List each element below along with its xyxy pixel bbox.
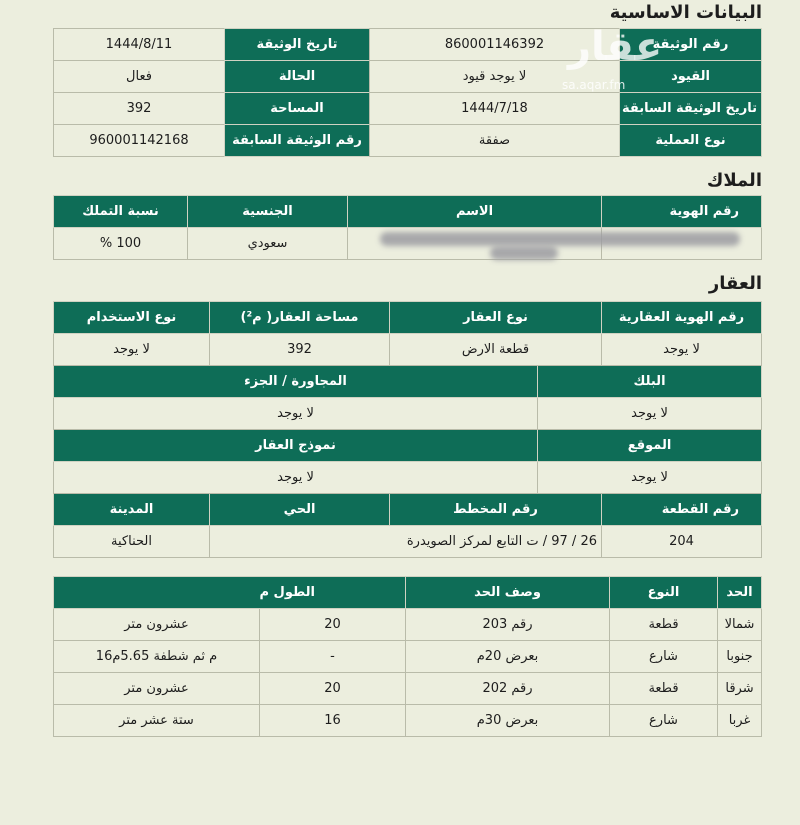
border-length-text: عشرون متر (54, 609, 260, 641)
property-area-value: 392 (210, 334, 390, 366)
district-header: الحي (210, 494, 390, 526)
plan-number-header: رقم المخطط (390, 494, 602, 526)
property-title: العقار (708, 273, 762, 294)
border-length-number: 16 (260, 705, 406, 737)
block-header: البلك (538, 366, 762, 398)
owners-title: الملاك (706, 170, 762, 191)
border-description: بعرض 20م (406, 641, 610, 673)
borders-table (53, 576, 762, 737)
border-type-header: النوع (610, 577, 718, 609)
table-row (54, 609, 762, 641)
prev-doc-date-value: 1444/7/18 (370, 93, 620, 125)
prev-doc-number-label: رقم الوثيقة السابقة (225, 125, 370, 157)
area-label: المساحة (225, 93, 370, 125)
table-row (54, 29, 762, 61)
restrictions-label: القيود (620, 61, 762, 93)
border-type: شارع (610, 705, 718, 737)
border-length-text: عشرون متر (54, 673, 260, 705)
location-value: لا يوجد (538, 462, 762, 494)
owners-table (53, 195, 762, 260)
neighborhood-part-value: لا يوجد (54, 398, 538, 430)
basic-data-table (53, 28, 762, 157)
table-row (54, 366, 762, 398)
property-id-header: رقم الهوية العقارية (602, 302, 762, 334)
border-description-header: وصف الحد (406, 577, 610, 609)
table-row (54, 494, 762, 526)
neighborhood-part-header: المجاورة / الجزء (54, 366, 538, 398)
aqar-url-text: sa.aqar.fm (562, 78, 626, 92)
doc-date-label: تاريخ الوثيقة (225, 29, 370, 61)
border-direction: شمالا (718, 609, 762, 641)
basic-data-title: البيانات الاساسية (609, 2, 762, 23)
property-table (53, 301, 762, 558)
property-id-value: لا يوجد (602, 334, 762, 366)
table-row (54, 398, 762, 430)
block-value: لا يوجد (538, 398, 762, 430)
nationality-header: الجنسية (188, 196, 348, 228)
owner-id-header: رقم الهوية (602, 196, 762, 228)
table-row (54, 196, 762, 228)
nationality-value: سعودي (188, 228, 348, 260)
border-direction-header: الحد (718, 577, 762, 609)
table-row (54, 462, 762, 494)
table-row (54, 302, 762, 334)
border-length-number: 20 (260, 609, 406, 641)
table-row (54, 61, 762, 93)
table-row (54, 641, 762, 673)
property-area-header: مساحة العقار( م²) (210, 302, 390, 334)
border-length-number: - (260, 641, 406, 673)
plan-number-value: 26 / 97 / ت التابع لمركز الصويدرة (210, 526, 602, 558)
border-length-header: الطول م (54, 577, 406, 609)
city-value: الحناكية (54, 526, 210, 558)
border-description: رقم 202 (406, 673, 610, 705)
parcel-number-header: رقم القطعة (602, 494, 762, 526)
operation-type-label: نوع العملية (620, 125, 762, 157)
border-type: قطعة (610, 609, 718, 641)
owner-name-header: الاسم (348, 196, 602, 228)
usage-type-value: لا يوجد (54, 334, 210, 366)
redacted-owner-blur (380, 232, 740, 246)
city-header: المدينة (54, 494, 210, 526)
area-value: 392 (54, 93, 225, 125)
usage-type-header: نوع الاستخدام (54, 302, 210, 334)
table-row (54, 526, 762, 558)
parcel-number-value: 204 (602, 526, 762, 558)
property-type-header: نوع العقار (390, 302, 602, 334)
aqar-logo-text: عقار (568, 24, 663, 70)
property-type-value: قطعة الارض (390, 334, 602, 366)
doc-number-label: رقم الوثيقة (620, 29, 762, 61)
table-row (54, 705, 762, 737)
prev-doc-number-value: 960001142168 (54, 125, 225, 157)
ownership-ratio-value: 100 % (54, 228, 188, 260)
table-row (54, 430, 762, 462)
table-row (54, 577, 762, 609)
status-label: الحالة (225, 61, 370, 93)
border-type: قطعة (610, 673, 718, 705)
redacted-owner-blur (490, 246, 558, 260)
border-type: شارع (610, 641, 718, 673)
property-model-header: نموذج العقار (54, 430, 538, 462)
border-length-text: م ثم شطفة 5.65م16 (54, 641, 260, 673)
operation-type-value: صفقة (370, 125, 620, 157)
table-row (54, 673, 762, 705)
border-direction: غربا (718, 705, 762, 737)
border-length-text: ستة عشر متر (54, 705, 260, 737)
status-value: فعال (54, 61, 225, 93)
prev-doc-date-label: تاريخ الوثيقة السابقة (620, 93, 762, 125)
table-row (54, 93, 762, 125)
border-description: رقم 203 (406, 609, 610, 641)
table-row (54, 334, 762, 366)
doc-number-value: 860001146392 (370, 29, 620, 61)
border-description: بعرض 30م (406, 705, 610, 737)
property-model-value: لا يوجد (54, 462, 538, 494)
border-direction: جنوبا (718, 641, 762, 673)
border-direction: شرقا (718, 673, 762, 705)
ownership-ratio-header: نسبة التملك (54, 196, 188, 228)
doc-date-value: 1444/8/11 (54, 29, 225, 61)
table-row (54, 125, 762, 157)
location-header: الموقع (538, 430, 762, 462)
border-length-number: 20 (260, 673, 406, 705)
restrictions-value: لا يوجد قيود (370, 61, 620, 93)
